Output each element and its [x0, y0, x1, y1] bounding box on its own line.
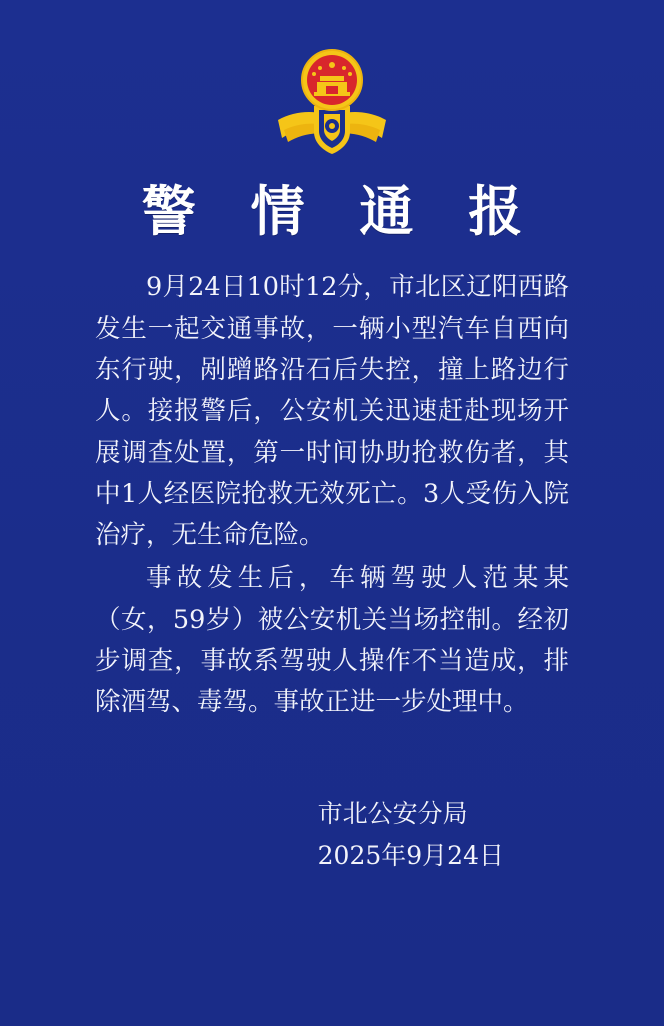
paragraph-1: 9月24日10时12分，市北区辽阳西路发生一起交通事故，一辆小型汽车自西向东行驶，剐蹭路沿石后失控，撞上路边行人。接报警后，公安机关迅速赶赴现场开展调查处置，第一时间协助抢救伤者，其中1人经医院抢救无效死亡。3人受伤入院治疗，无生命危险。 [95, 272, 569, 551]
signature-date: 2025年9月24日 [317, 841, 504, 870]
page-title: 警 情 通 报 [141, 179, 541, 243]
notice-body [95, 267, 569, 725]
china-police-badge-icon [270, 46, 394, 158]
signature-block [318, 794, 504, 876]
paragraph-2: 事故发生后，车辆驾驶人范某某（女，59岁）被公安机关当场控制。经初步调查，事故系驾驶人操作不当造成，排除酒驾、毒驾。事故正进一步处理中。 [95, 563, 569, 718]
signature-organization: 市北公安分局 [317, 799, 468, 828]
